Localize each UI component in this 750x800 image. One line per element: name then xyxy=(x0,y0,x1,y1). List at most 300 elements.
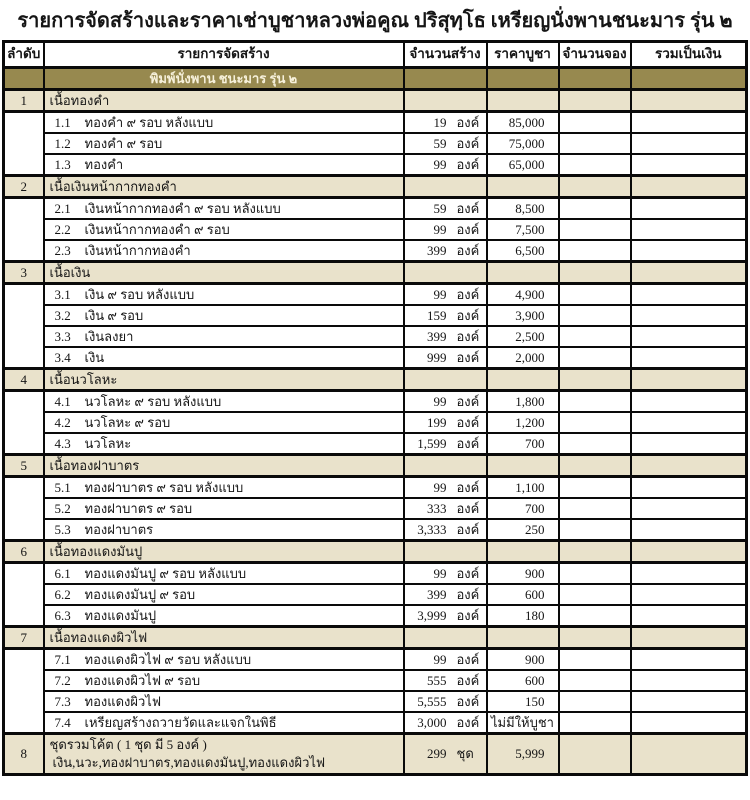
series-band-title: พิมพ์นั่งพาน ชนะมาร รุ่น ๒ xyxy=(44,68,404,90)
item-qty-unit: องค์ xyxy=(456,414,480,430)
item-row xyxy=(4,391,747,413)
item-label-cell xyxy=(44,198,404,220)
item-label-cell xyxy=(44,649,404,671)
item-label-cell xyxy=(44,391,404,413)
item-label: ทองแดงมันปู ๙ รอบ หลังแบบ xyxy=(84,565,247,581)
section-reserved-cell xyxy=(559,369,631,391)
section-title: เนื้อเงินหน้ากากทองคำ xyxy=(49,178,177,194)
item-row xyxy=(4,240,747,262)
item-label-cell xyxy=(44,284,404,306)
section-number: 5 xyxy=(4,455,44,477)
item-label-cell xyxy=(44,305,404,326)
item-qty-unit: องค์ xyxy=(456,307,480,323)
item-qty-value: 3,000 xyxy=(417,714,447,730)
item-label: ทองแดงผิวไฟ xyxy=(84,693,162,709)
item-reserved-cell xyxy=(559,326,631,347)
item-qty-value: 3,999 xyxy=(417,607,447,623)
item-reserved-cell xyxy=(559,198,631,220)
section-total-cell xyxy=(631,90,747,112)
item-label-cell xyxy=(44,519,404,541)
item-qty-unit: องค์ xyxy=(456,200,480,216)
item-code: 2.1 xyxy=(54,200,71,216)
section-title: เนื้อเงิน xyxy=(49,264,91,280)
item-total-cell xyxy=(631,477,747,499)
section-header-row xyxy=(4,369,747,391)
item-qty-cell xyxy=(404,649,487,671)
section-number: 7 xyxy=(4,627,44,649)
item-row xyxy=(4,670,747,691)
item-total-cell xyxy=(631,563,747,585)
item-total-cell xyxy=(631,605,747,627)
section-reserved-cell xyxy=(559,541,631,563)
summary-price-cell: 5,999 xyxy=(487,734,559,775)
item-code: 7.4 xyxy=(54,714,71,730)
item-price-cell: 8,500 xyxy=(487,198,559,220)
item-row xyxy=(4,433,747,455)
item-qty-value: 159 xyxy=(427,307,447,323)
item-label-cell xyxy=(44,563,404,585)
item-price-cell: 700 xyxy=(487,498,559,519)
item-qty-value: 99 xyxy=(433,221,447,237)
item-row xyxy=(4,133,747,154)
item-qty-unit: องค์ xyxy=(456,651,480,667)
item-label-cell xyxy=(44,133,404,154)
item-price-cell: 2,500 xyxy=(487,326,559,347)
item-label-cell xyxy=(44,584,404,605)
item-code: 6.2 xyxy=(54,586,71,602)
item-qty-value: 99 xyxy=(433,286,447,302)
item-qty-unit: องค์ xyxy=(456,393,480,409)
item-label-cell xyxy=(44,605,404,627)
item-total-cell xyxy=(631,219,747,240)
item-code: 3.3 xyxy=(54,328,71,344)
section-index-merged-cell xyxy=(4,649,44,734)
item-qty-value: 99 xyxy=(433,156,447,172)
item-label: เหรียญสร้างถวายวัดและแจกในพิธี xyxy=(84,714,277,730)
band-index-cell xyxy=(4,68,44,90)
item-label: เงิน xyxy=(84,349,105,365)
section-title-cell xyxy=(44,176,404,198)
section-number: 3 xyxy=(4,262,44,284)
item-row xyxy=(4,284,747,306)
section-qty-cell xyxy=(404,90,487,112)
item-qty-unit: องค์ xyxy=(456,565,480,581)
item-price-cell: 1,200 xyxy=(487,412,559,433)
item-label: ทองฝาบาตร xyxy=(84,521,154,537)
section-index-merged-cell xyxy=(4,112,44,176)
item-label: เงินหน้ากากทองคำ xyxy=(84,242,191,258)
summary-qty-unit: ชุด xyxy=(456,746,474,762)
item-label: เงินหน้ากากทองคำ ๙ รอบ xyxy=(84,221,230,237)
section-title-cell xyxy=(44,455,404,477)
item-qty-value: 399 xyxy=(427,586,447,602)
item-qty-unit: องค์ xyxy=(456,242,480,258)
item-qty-cell xyxy=(404,240,487,262)
item-qty-unit: องค์ xyxy=(456,607,480,623)
item-row xyxy=(4,649,747,671)
item-reserved-cell xyxy=(559,712,631,734)
item-price-cell: 2,000 xyxy=(487,347,559,369)
item-total-cell xyxy=(631,198,747,220)
item-label: นวโลหะ ๙ รอบ หลังแบบ xyxy=(84,393,222,409)
section-total-cell xyxy=(631,455,747,477)
item-price-cell: 900 xyxy=(487,563,559,585)
item-qty-cell xyxy=(404,154,487,176)
item-row xyxy=(4,519,747,541)
item-label-cell xyxy=(44,477,404,499)
summary-label-cell xyxy=(44,734,404,775)
item-qty-unit: องค์ xyxy=(456,693,480,709)
item-qty-cell xyxy=(404,477,487,499)
section-title-cell xyxy=(44,262,404,284)
item-row xyxy=(4,305,747,326)
item-label: เงินลงยา xyxy=(84,328,134,344)
item-label: ทองคำ ๙ รอบ xyxy=(84,135,163,151)
item-row xyxy=(4,584,747,605)
item-label-cell xyxy=(44,154,404,176)
series-band-row xyxy=(4,68,747,90)
item-qty-value: 999 xyxy=(427,349,447,365)
section-header-row xyxy=(4,627,747,649)
item-qty-unit: องค์ xyxy=(456,714,480,730)
item-total-cell xyxy=(631,240,747,262)
item-code: 1.1 xyxy=(54,114,71,130)
item-reserved-cell xyxy=(559,154,631,176)
section-price-cell xyxy=(487,369,559,391)
item-price-cell: 6,500 xyxy=(487,240,559,262)
item-label: เงิน ๙ รอบ หลังแบบ xyxy=(84,286,195,302)
section-total-cell xyxy=(631,627,747,649)
item-total-cell xyxy=(631,347,747,369)
section-qty-cell xyxy=(404,627,487,649)
item-qty-value: 99 xyxy=(433,479,447,495)
section-index-merged-cell xyxy=(4,391,44,455)
item-qty-unit: องค์ xyxy=(456,114,480,130)
item-qty-value: 555 xyxy=(427,672,447,688)
item-label: นวโลหะ xyxy=(84,435,132,451)
item-qty-cell xyxy=(404,391,487,413)
item-total-cell xyxy=(631,391,747,413)
item-label-cell xyxy=(44,240,404,262)
item-reserved-cell xyxy=(559,133,631,154)
item-row xyxy=(4,477,747,499)
summary-row xyxy=(4,734,747,775)
item-qty-value: 399 xyxy=(427,242,447,258)
item-total-cell xyxy=(631,519,747,541)
item-total-cell xyxy=(631,691,747,712)
item-reserved-cell xyxy=(559,605,631,627)
section-reserved-cell xyxy=(559,455,631,477)
item-label-cell xyxy=(44,691,404,712)
item-reserved-cell xyxy=(559,584,631,605)
section-number: 6 xyxy=(4,541,44,563)
item-price-cell: 65,000 xyxy=(487,154,559,176)
item-reserved-cell xyxy=(559,433,631,455)
item-qty-unit: องค์ xyxy=(456,479,480,495)
item-qty-cell xyxy=(404,347,487,369)
item-qty-value: 1,599 xyxy=(417,435,447,451)
summary-title: ชุดรวมโค้ต ( 1 ชุด มี 5 องค์ ) xyxy=(49,737,207,752)
item-qty-cell xyxy=(404,691,487,712)
summary-qty-cell xyxy=(404,734,487,775)
section-qty-cell xyxy=(404,455,487,477)
item-label: นวโลหะ ๙ รอบ xyxy=(84,414,171,430)
item-reserved-cell xyxy=(559,391,631,413)
item-price-cell: 4,900 xyxy=(487,284,559,306)
page-title: รายการจัดสร้างและราคาเช่าบูชาหลวงพ่อคูณ ปริสุทฺโธ เหรียญนั่งพานชนะมาร รุ่น ๒ xyxy=(17,10,733,32)
section-number: 1 xyxy=(4,90,44,112)
item-qty-value: 59 xyxy=(433,135,447,151)
item-label-cell xyxy=(44,347,404,369)
item-price-cell: 250 xyxy=(487,519,559,541)
item-label-cell xyxy=(44,412,404,433)
item-code: 5.2 xyxy=(54,500,71,516)
item-code: 6.3 xyxy=(54,607,71,623)
section-title: เนื้อทองฝาบาตร xyxy=(49,457,140,473)
section-header-row xyxy=(4,541,747,563)
item-label: เงินหน้ากากทองคำ ๙ รอบ หลังแบบ xyxy=(84,200,281,216)
section-index-merged-cell xyxy=(4,198,44,262)
item-total-cell xyxy=(631,112,747,134)
item-total-cell xyxy=(631,649,747,671)
item-reserved-cell xyxy=(559,563,631,585)
item-qty-cell xyxy=(404,498,487,519)
item-qty-cell xyxy=(404,563,487,585)
item-label: ทองคำ ๙ รอบ หลังแบบ xyxy=(84,114,214,130)
section-price-cell xyxy=(487,176,559,198)
item-reserved-cell xyxy=(559,412,631,433)
summary-number: 8 xyxy=(4,734,44,775)
col-header-item: รายการจัดสร้าง xyxy=(44,42,404,68)
item-row xyxy=(4,605,747,627)
item-qty-cell xyxy=(404,670,487,691)
item-code: 4.3 xyxy=(54,435,71,451)
item-qty-unit: องค์ xyxy=(456,349,480,365)
item-qty-value: 3,333 xyxy=(417,521,447,537)
item-code: 3.2 xyxy=(54,307,71,323)
section-qty-cell xyxy=(404,369,487,391)
section-reserved-cell xyxy=(559,262,631,284)
item-qty-unit: องค์ xyxy=(456,500,480,516)
item-price-cell: 1,100 xyxy=(487,477,559,499)
table-header-row xyxy=(4,42,747,68)
item-reserved-cell xyxy=(559,240,631,262)
item-reserved-cell xyxy=(559,219,631,240)
col-header-total: รวมเป็นเงิน xyxy=(631,42,747,68)
section-title-cell xyxy=(44,627,404,649)
section-title-cell xyxy=(44,90,404,112)
item-row xyxy=(4,412,747,433)
item-qty-cell xyxy=(404,284,487,306)
item-row xyxy=(4,498,747,519)
item-code: 3.1 xyxy=(54,286,71,302)
item-code: 7.1 xyxy=(54,651,71,667)
item-qty-cell xyxy=(404,112,487,134)
item-qty-cell xyxy=(404,712,487,734)
item-row xyxy=(4,219,747,240)
band-total-cell xyxy=(631,68,747,90)
section-header-row xyxy=(4,262,747,284)
item-qty-value: 99 xyxy=(433,393,447,409)
item-total-cell xyxy=(631,133,747,154)
item-price-cell: 600 xyxy=(487,670,559,691)
band-qty-cell xyxy=(404,68,487,90)
section-index-merged-cell xyxy=(4,563,44,627)
item-label: ทองแดงมันปู xyxy=(84,607,157,623)
band-price-cell xyxy=(487,68,559,90)
section-number: 2 xyxy=(4,176,44,198)
item-code: 1.2 xyxy=(54,135,71,151)
item-label: ทองฝาบาตร ๙ รอบ หลังแบบ xyxy=(84,479,244,495)
section-header-row xyxy=(4,455,747,477)
section-header-row xyxy=(4,176,747,198)
item-qty-unit: องค์ xyxy=(456,286,480,302)
section-index-merged-cell xyxy=(4,477,44,541)
item-price-cell: 75,000 xyxy=(487,133,559,154)
item-code: 6.1 xyxy=(54,565,71,581)
item-qty-cell xyxy=(404,326,487,347)
item-qty-cell xyxy=(404,305,487,326)
item-code: 5.1 xyxy=(54,479,71,495)
item-qty-value: 5,555 xyxy=(417,693,447,709)
item-reserved-cell xyxy=(559,649,631,671)
section-title: เนื้อทองแดงมันปู xyxy=(49,543,143,559)
item-code: 1.3 xyxy=(54,156,71,172)
item-label: ทองแดงผิวไฟ ๙ รอบ หลังแบบ xyxy=(84,651,252,667)
item-qty-cell xyxy=(404,219,487,240)
summary-reserved-cell xyxy=(559,734,631,775)
item-code: 7.2 xyxy=(54,672,71,688)
section-index-merged-cell xyxy=(4,284,44,369)
item-qty-value: 19 xyxy=(433,114,447,130)
item-price-cell: 1,800 xyxy=(487,391,559,413)
item-row xyxy=(4,326,747,347)
item-total-cell xyxy=(631,154,747,176)
item-label-cell xyxy=(44,219,404,240)
price-table xyxy=(2,40,748,776)
item-total-cell xyxy=(631,284,747,306)
item-qty-cell xyxy=(404,133,487,154)
summary-qty-value: 299 xyxy=(427,746,447,762)
item-price-cell: 900 xyxy=(487,649,559,671)
item-qty-value: 333 xyxy=(427,500,447,516)
item-label-cell xyxy=(44,433,404,455)
item-qty-cell xyxy=(404,412,487,433)
item-code: 4.2 xyxy=(54,414,71,430)
section-title-cell xyxy=(44,369,404,391)
item-qty-unit: องค์ xyxy=(456,586,480,602)
item-row xyxy=(4,712,747,734)
item-qty-value: 199 xyxy=(427,414,447,430)
item-reserved-cell xyxy=(559,498,631,519)
summary-subtitle: เงิน,นวะ,ทองฝาบาตร,ทองแดงมันปู,ทองแดงผิวไฟ xyxy=(52,755,326,770)
section-reserved-cell xyxy=(559,627,631,649)
item-reserved-cell xyxy=(559,305,631,326)
item-price-cell: 700 xyxy=(487,433,559,455)
item-qty-unit: องค์ xyxy=(456,135,480,151)
section-total-cell xyxy=(631,262,747,284)
item-qty-value: 99 xyxy=(433,565,447,581)
item-reserved-cell xyxy=(559,284,631,306)
item-qty-value: 399 xyxy=(427,328,447,344)
item-total-cell xyxy=(631,412,747,433)
section-total-cell xyxy=(631,541,747,563)
item-qty-unit: องค์ xyxy=(456,672,480,688)
item-qty-cell xyxy=(404,584,487,605)
summary-total-cell xyxy=(631,734,747,775)
item-qty-value: 99 xyxy=(433,651,447,667)
col-header-index: ลำดับ xyxy=(4,42,44,68)
item-label: ทองแดงผิวไฟ ๙ รอบ xyxy=(84,672,201,688)
item-qty-unit: องค์ xyxy=(456,221,480,237)
item-code: 2.3 xyxy=(54,242,71,258)
col-header-price: ราคาบูชา xyxy=(487,42,559,68)
item-price-cell: 3,900 xyxy=(487,305,559,326)
item-total-cell xyxy=(631,670,747,691)
item-price-cell: ไม่มีให้บูชา xyxy=(487,712,559,734)
section-title: เนื้อนวโลหะ xyxy=(49,371,118,387)
item-total-cell xyxy=(631,584,747,605)
item-label: ทองฝาบาตร ๙ รอบ xyxy=(84,500,193,516)
item-row xyxy=(4,563,747,585)
item-code: 5.3 xyxy=(54,521,71,537)
section-qty-cell xyxy=(404,262,487,284)
item-reserved-cell xyxy=(559,519,631,541)
section-price-cell xyxy=(487,90,559,112)
item-label-cell xyxy=(44,112,404,134)
item-reserved-cell xyxy=(559,691,631,712)
item-label-cell xyxy=(44,712,404,734)
section-price-cell xyxy=(487,541,559,563)
item-qty-value: 59 xyxy=(433,200,447,216)
item-qty-cell xyxy=(404,605,487,627)
item-label: ทองคำ xyxy=(84,156,124,172)
item-qty-cell xyxy=(404,433,487,455)
section-title: เนื้อทองแดงผิวไฟ xyxy=(49,629,148,645)
section-title-cell xyxy=(44,541,404,563)
item-row xyxy=(4,347,747,369)
item-price-cell: 600 xyxy=(487,584,559,605)
item-total-cell xyxy=(631,433,747,455)
item-price-cell: 180 xyxy=(487,605,559,627)
item-qty-cell xyxy=(404,198,487,220)
item-code: 2.2 xyxy=(54,221,71,237)
item-row xyxy=(4,198,747,220)
item-qty-unit: องค์ xyxy=(456,156,480,172)
item-reserved-cell xyxy=(559,347,631,369)
item-code: 3.4 xyxy=(54,349,71,365)
section-total-cell xyxy=(631,176,747,198)
item-reserved-cell xyxy=(559,477,631,499)
item-total-cell xyxy=(631,712,747,734)
section-header-row xyxy=(4,90,747,112)
item-reserved-cell xyxy=(559,670,631,691)
col-header-qty-made: จำนวนสร้าง xyxy=(404,42,487,68)
section-reserved-cell xyxy=(559,176,631,198)
section-qty-cell xyxy=(404,176,487,198)
item-qty-unit: องค์ xyxy=(456,435,480,451)
section-reserved-cell xyxy=(559,90,631,112)
item-qty-unit: องค์ xyxy=(456,521,480,537)
item-price-cell: 150 xyxy=(487,691,559,712)
item-total-cell xyxy=(631,498,747,519)
col-header-reserved: จำนวนจอง xyxy=(559,42,631,68)
item-row xyxy=(4,691,747,712)
item-label-cell xyxy=(44,326,404,347)
band-reserved-cell xyxy=(559,68,631,90)
section-title: เนื้อทองคำ xyxy=(49,92,110,108)
section-total-cell xyxy=(631,369,747,391)
